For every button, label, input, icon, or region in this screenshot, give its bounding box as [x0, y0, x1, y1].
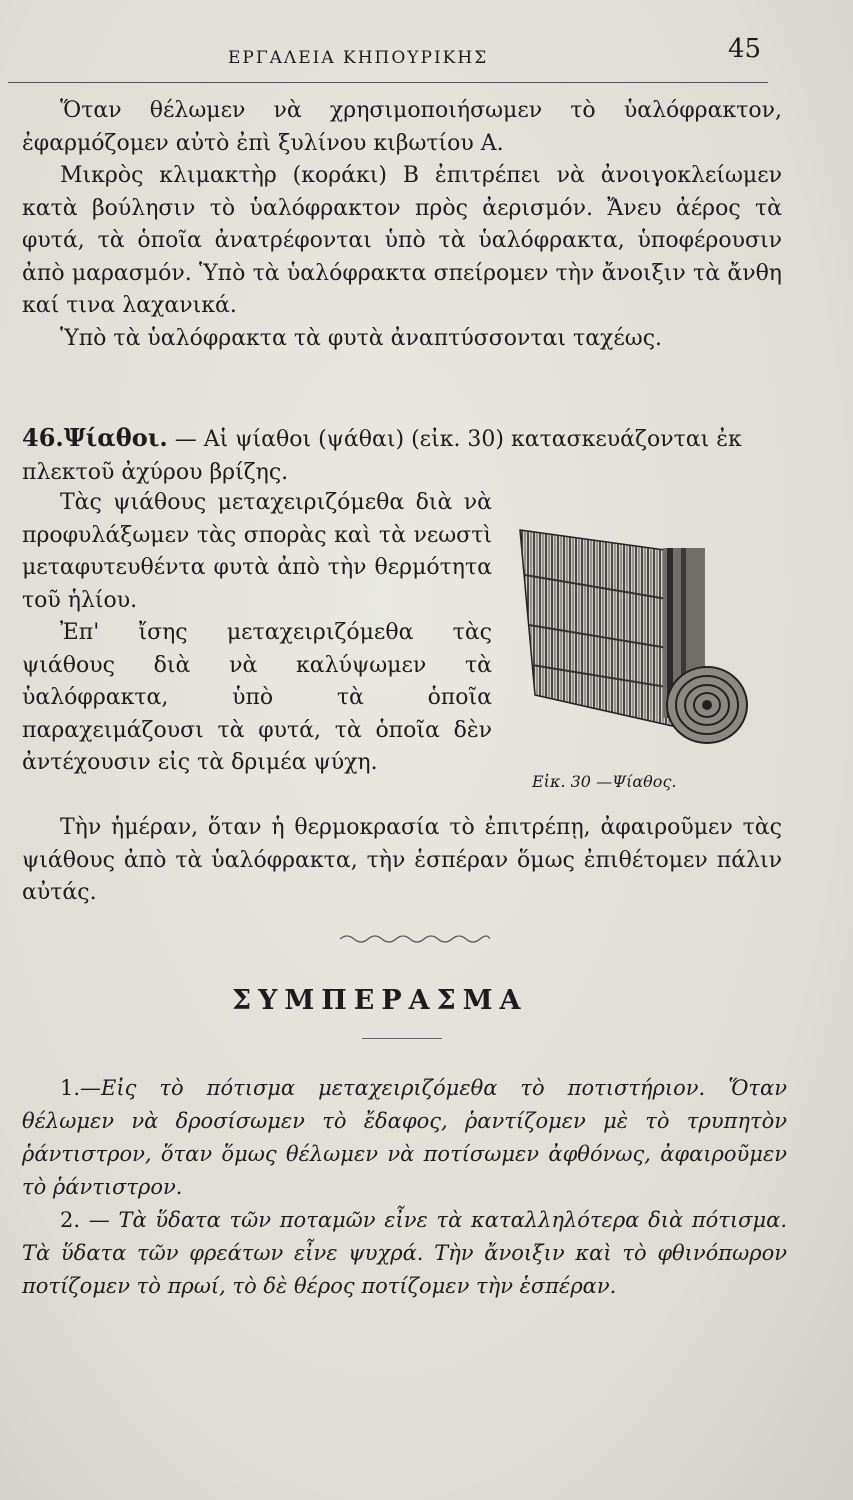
- paragraph-after-figure: Τὴν ἡμέραν, ὅταν ἡ θερμοκρασία τὸ ἐπιτρέπῃ, ἀφαιροῦμεν τὰς ψιάθους ἀπὸ τὰ ὑαλόφρακτα, τὴν ἑσπέραν ὅμως ἐπιθέτομεν πάλιν αὐτάς.: [22, 815, 782, 905]
- page-number: 45: [728, 34, 762, 64]
- summary-item-1-text: —Εἰς τὸ πότισμα μεταχειριζόμεθα τὸ ποτιστήριον. Ὅταν θέλωμεν νὰ δροσίσωμεν τὸ ἔδαφος, ῥαντίζομεν μὲ τὸ τρυπητὸν ῥάντιστρον, ὅταν ὅμως θέλωμεν νὰ ποτίσωμεν ἀφθόνως, ἀφαιροῦμεν τὸ ῥάντιστρον.: [22, 1076, 787, 1199]
- summary-item-2-text: — Τὰ ὕδατα τῶν ποταμῶν εἶνε τὰ καταλληλότερα διὰ πότισμα. Τὰ ὕδατα τῶν φρεάτων εἶνε ψυχρά. Τὴν ἄνοιξιν καὶ τὸ φθινόπωρον ποτίζομεν τὸ πρωί, τὸ δὲ θέρος ποτίζομεν τὴν ἑσπέραν.: [22, 1208, 787, 1298]
- decorative-flourish: [340, 932, 490, 946]
- closing-text: [22, 812, 782, 910]
- rolled-mat-illustration: [515, 520, 750, 750]
- section-title: Ψίαθοι.: [63, 423, 168, 452]
- figure-caption: Εἰκ. 30 —Ψίαθος.: [532, 772, 677, 791]
- wrap-paragraph-1: Τὰς ψιάθους μεταχειριζόμεθα διὰ νὰ προφυλάξωμεν τὰς σπορὰς καὶ τὰ νεωστὶ μεταφυτευθέντα φυτὰ ἀπὸ τὴν θερμότητα τοῦ ἡλίου.: [22, 490, 492, 613]
- intro-text: [22, 95, 782, 355]
- summary-rule: [362, 1038, 442, 1039]
- paragraph-1: Ὅταν θέλωμεν νὰ χρησιμοποιήσωμεν τὸ ὑαλόφρακτον, ἐφαρμόζομεν αὐτὸ ἐπὶ ξυλίνου κιβωτίου Α.: [22, 98, 782, 156]
- summary-item-2: [22, 1204, 787, 1303]
- wrapped-text: [22, 487, 492, 780]
- section-46: [22, 422, 782, 489]
- wrap-paragraph-2: Ἐπ' ἴσης μεταχειριζόμεθα τὰς ψιάθους διὰ νὰ καλύψωμεν τὰ ὑαλόφρακτα, ὑπὸ τὰ ὁποῖα παραχειμάζουσι τὰ φυτά, τὰ ὁποῖα δὲν ἀντέχουσιν εἰς τὰ δριμέα ψύχη.: [22, 620, 492, 775]
- summary-item-1-number: 1.: [60, 1076, 81, 1100]
- summary-item-1: [22, 1072, 787, 1204]
- running-head: ΕΡΓΑΛΕΙΑ ΚΗΠΟΥΡΙΚΗΣ: [228, 48, 489, 68]
- section-text: — Αἱ ψίαθοι (ψάθαι) (εἰκ. 30) κατασκευάζονται ἐκ πλεκτοῦ ἀχύρου βρίζης.: [22, 427, 742, 485]
- header-rule: [8, 82, 768, 83]
- paragraph-2: Μικρὸς κλιμακτὴρ (κοράκι) Β ἐπιτρέπει νὰ ἀνοιγοκλείωμεν κατὰ βούλησιν τὸ ὑαλόφρακτον πρὸς ἀερισμόν. Ἄνευ ἀέρος τὰ φυτά, τὰ ὁποῖα ἀνατρέφονται ὑπὸ τὰ ὑαλόφρακτα, ὑποφέρουσιν ἀπὸ μαρασμόν. Ὑπὸ τὰ ὑαλόφρακτα σπείρομεν τὴν ἄνοιξιν τὰ ἄνθη καί τινα λαχανικά.: [22, 163, 782, 318]
- summary-content: [22, 1072, 787, 1303]
- section-number: 46.: [22, 423, 64, 452]
- summary-item-2-number: 2.: [60, 1208, 81, 1232]
- summary-title: ΣΥΜΠΕΡΑΣΜΑ: [232, 985, 528, 1016]
- paragraph-3: Ὑπὸ τὰ ὑαλόφρακτα τὰ φυτὰ ἀναπτύσσονται ταχέως.: [60, 325, 663, 351]
